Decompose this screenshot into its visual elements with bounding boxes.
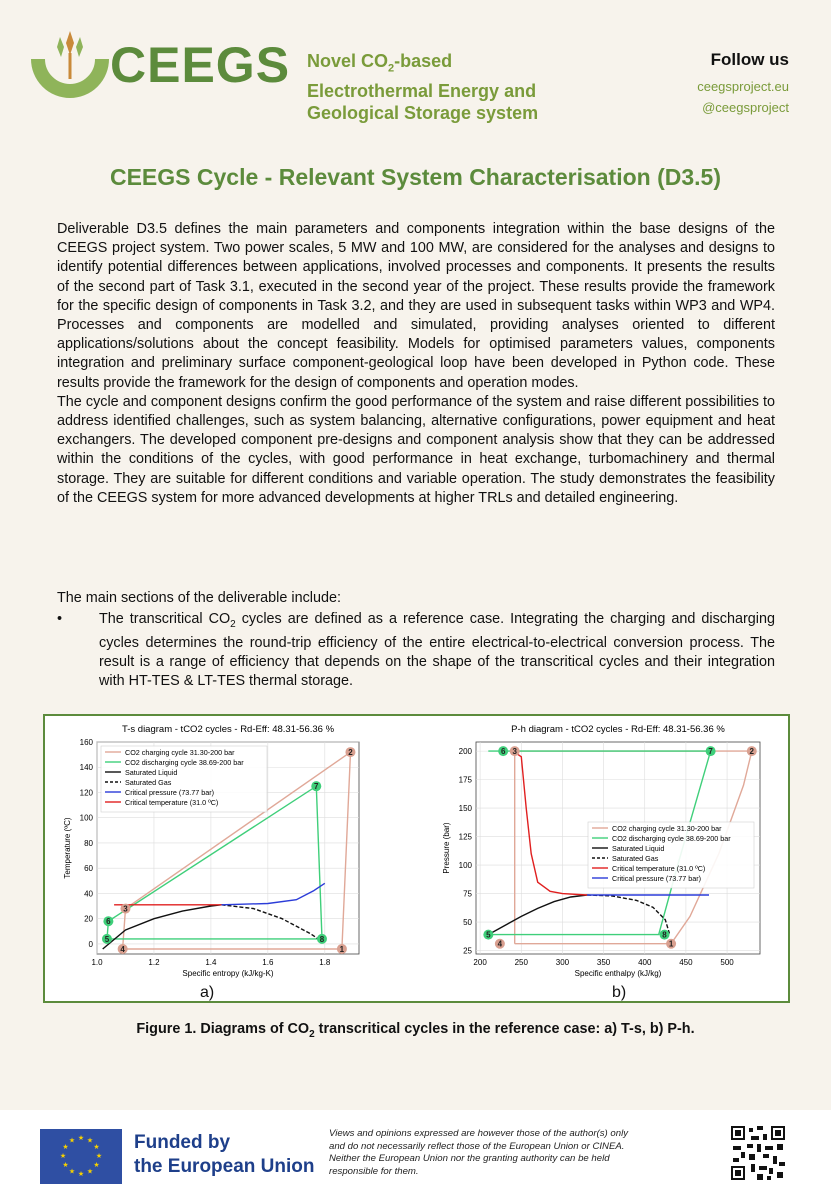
eu-flag-icon bbox=[40, 1129, 122, 1184]
follow-title: Follow us bbox=[710, 50, 789, 69]
svg-text:★: ★ bbox=[68, 1168, 76, 1176]
cycle-point-label: 6 bbox=[106, 917, 111, 927]
figure-label-b: b) bbox=[612, 984, 627, 1001]
x-tick-label: 500 bbox=[720, 958, 734, 967]
y-tick-label: 100 bbox=[458, 861, 472, 871]
y-axis-label: Pressure (bar) bbox=[442, 822, 451, 874]
y-tick-label: 50 bbox=[463, 918, 472, 928]
social-handle-link[interactable]: @ceegsproject bbox=[702, 100, 789, 115]
disclaimer: Views and opinions expressed are however those of the author(s) only and do not necessarily reflect those of the European Union or CINEA. Neither the European Union nor the granting authority can be held responsible for them. bbox=[329, 1128, 629, 1177]
page-title: CEEGS Cycle - Relevant System Characterisation (D3.5) bbox=[109, 164, 721, 190]
legend-entry: CO2 discharging cycle 38.69-200 bar bbox=[612, 834, 731, 843]
body-text bbox=[57, 220, 775, 508]
chart-title: T-s diagram - tCO2 cycles - Rd-Eff: 48.31-56.36 % bbox=[121, 724, 335, 735]
svg-text:★: ★ bbox=[77, 1171, 85, 1178]
legend-entry: Critical temperature (31.0 ºC) bbox=[125, 798, 219, 807]
list-item: • The transcritical $CO_2$ cycles are defined as a reference case. Integrating the charging and discharging cycles determines the round-trip efficiency of the entire electrical-to-electrical conversion process. The result is a range of efficiency that depends on the shape of the transcritical cycles and their integration with HT-TES & LT-TES thermal storage. bbox=[57, 611, 775, 690]
cycle-point-label: 4 bbox=[120, 944, 125, 954]
y-tick-label: 200 bbox=[458, 747, 472, 757]
x-tick-label: 1.8 bbox=[319, 958, 331, 967]
cycle-point-label: 1 bbox=[339, 944, 345, 954]
qr-code-icon[interactable] bbox=[729, 1124, 787, 1182]
cycle-point-label: 2 bbox=[348, 748, 353, 758]
svg-text:★: ★ bbox=[62, 1144, 69, 1151]
x-tick-label: 300 bbox=[555, 958, 570, 967]
y-tick-label: 60 bbox=[84, 864, 93, 874]
svg-text:★: ★ bbox=[86, 1137, 94, 1145]
footer bbox=[0, 1110, 831, 1200]
y-tick-label: 175 bbox=[458, 775, 472, 785]
x-tick-label: 1.4 bbox=[205, 958, 217, 967]
y-tick-label: 120 bbox=[79, 788, 93, 798]
sections-heading: The main sections of the deliverable include: bbox=[57, 590, 341, 606]
svg-text:★: ★ bbox=[59, 1153, 67, 1160]
x-tick-label: 350 bbox=[596, 958, 611, 967]
bullet-icon: • bbox=[57, 611, 63, 627]
y-tick-label: 40 bbox=[84, 889, 93, 899]
y-tick-label: 25 bbox=[463, 946, 472, 956]
svg-text:★: ★ bbox=[93, 1144, 100, 1151]
cycle-point-label: 3 bbox=[512, 747, 517, 757]
paragraph-1: Deliverable D3.5 defines the main parameters and components integration within the base designs of the CEEGS project system. Two power scales, 5 MW and 100 MW, are considered for the analyses and designs to identify potential differences between applications, involved processes and components. It presents the results of the second part of Task 3.1, executed in the second year of the project. These results provide the framework for the specific design of components in Task 3.2, and they are used in subsequent tasks within WP3 and WP4. Processes and components are modelled and simulated, providing analyses oriented to different applications/solutions about the concept feasibility. Models for optimised parameters values, components integration and preliminary surface component-geological loop have been developed in Python code. These results provide the framework for the design of components and operation modes. bbox=[57, 221, 775, 391]
x-tick-label: 1.2 bbox=[148, 958, 160, 967]
cycle-point-label: 5 bbox=[104, 934, 110, 944]
figure-label-a: a) bbox=[200, 984, 215, 1001]
cycle-point-label: 8 bbox=[319, 934, 325, 944]
y-tick-label: 160 bbox=[79, 738, 93, 747]
paragraph-2: The cycle and component designs confirm the good performance of the system and raise different possibilities to address identified challenges, such as system balancing, alternative configurations, power equipment and heat exchangers. The developed component pre-designs and component analysis show that they can be addressed within the conditions of the cycles, with good performance in heat exchange, turbomachinery and thermal storage. They are suitable for different conditions and variable operation. The study demonstrates the feasibility of the CEEGS system for more advanced developments at higher TRLs and detailed engineering. bbox=[57, 393, 775, 506]
cycle-point-label: 3 bbox=[123, 904, 128, 914]
svg-text:★: ★ bbox=[68, 1137, 76, 1145]
figure-caption: Figure 1. Diagrams of $CO_2$ transcritical cycles in the reference case: a) T-s, b) P-h. bbox=[136, 1021, 695, 1040]
y-tick-label: 100 bbox=[79, 813, 93, 823]
x-axis-label: Specific enthalpy (kJ/kg) bbox=[574, 969, 662, 978]
y-tick-label: 20 bbox=[84, 914, 93, 924]
svg-text:★: ★ bbox=[93, 1162, 100, 1169]
website-link[interactable]: ceegsproject.eu bbox=[697, 79, 789, 94]
cycle-point-label: 7 bbox=[708, 747, 713, 757]
x-tick-label: 1.6 bbox=[262, 958, 274, 967]
y-tick-label: 75 bbox=[463, 889, 472, 899]
cycle-point-label: 1 bbox=[668, 939, 674, 949]
y-tick-label: 80 bbox=[84, 838, 93, 848]
cycle-point-label: 8 bbox=[662, 930, 667, 940]
cycle-point-label: 5 bbox=[486, 930, 491, 940]
legend-entry: Critical temperature (31.0 ºC) bbox=[612, 864, 706, 873]
cycle-point-label: 2 bbox=[749, 747, 754, 757]
x-tick-label: 250 bbox=[514, 958, 528, 967]
ph-diagram-chart bbox=[438, 722, 778, 990]
ts-diagram-chart bbox=[55, 722, 385, 990]
figure-box bbox=[43, 714, 790, 1003]
legend-entry: CO2 discharging cycle 38.69-200 bar bbox=[125, 758, 244, 767]
legend-entry: Saturated Liquid bbox=[612, 844, 665, 853]
y-tick-label: 140 bbox=[79, 763, 93, 773]
x-axis-label: Specific entropy (kJ/kg-K) bbox=[182, 969, 274, 978]
legend-entry: CO2 charging cycle 31.30-200 bar bbox=[125, 748, 235, 757]
y-tick-label: 150 bbox=[458, 804, 472, 814]
cycle-point-label: 7 bbox=[314, 782, 319, 792]
svg-text:★: ★ bbox=[77, 1135, 85, 1142]
tagline: Novel $CO_2$-based Electrothermal Energy and Geological Storage system bbox=[307, 51, 539, 123]
x-tick-label: 1.0 bbox=[91, 958, 103, 967]
header bbox=[0, 0, 831, 150]
funded-by-text: Funded by the European Union bbox=[134, 1132, 315, 1177]
logo-wordmark: CEEGS bbox=[110, 37, 291, 93]
chart-title: P-h diagram - tCO2 cycles - Rd-Eff: 48.31-56.36 % bbox=[511, 724, 725, 735]
x-tick-label: 200 bbox=[473, 958, 487, 967]
legend-entry: Saturated Gas bbox=[125, 778, 172, 787]
svg-text:★: ★ bbox=[86, 1168, 94, 1176]
legend-entry: Critical pressure (73.77 bar) bbox=[612, 874, 702, 883]
ceegs-logo-icon bbox=[30, 25, 110, 105]
x-tick-label: 450 bbox=[679, 958, 693, 967]
y-tick-label: 0 bbox=[88, 939, 93, 949]
legend-entry: Saturated Liquid bbox=[125, 768, 178, 777]
svg-text:★: ★ bbox=[95, 1153, 103, 1160]
legend-entry: CO2 charging cycle 31.30-200 bar bbox=[612, 824, 722, 833]
svg-text:★: ★ bbox=[62, 1162, 69, 1169]
legend-entry: Saturated Gas bbox=[612, 854, 659, 863]
y-tick-label: 125 bbox=[458, 832, 472, 842]
cycle-point-label: 6 bbox=[500, 747, 506, 757]
y-axis-label: Temperature (ºC) bbox=[63, 817, 72, 879]
x-tick-label: 400 bbox=[638, 958, 652, 967]
follow-us bbox=[697, 50, 789, 118]
legend-entry: Critical pressure (73.77 bar) bbox=[125, 788, 215, 797]
cycle-point-label: 4 bbox=[497, 939, 503, 949]
